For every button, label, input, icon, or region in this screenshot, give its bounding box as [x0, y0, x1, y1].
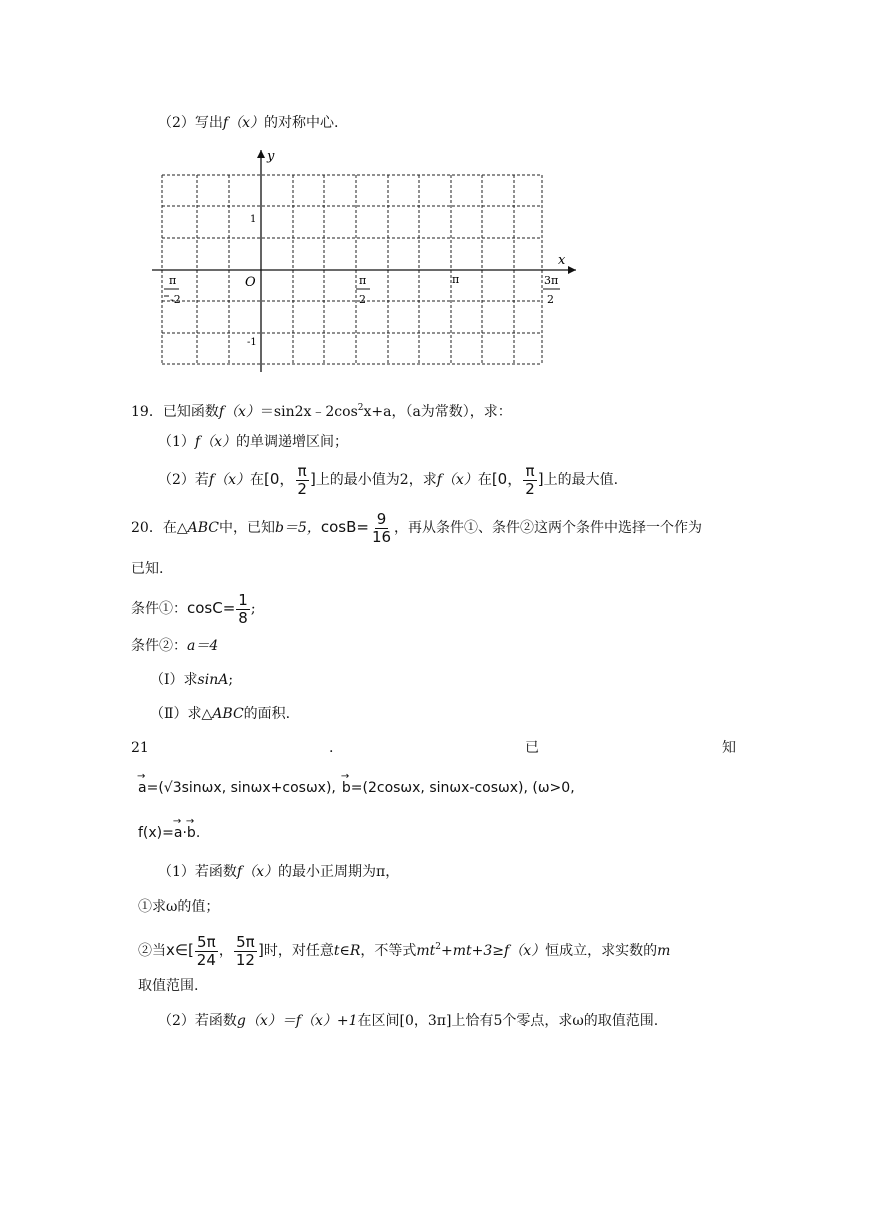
q20-stem: 20．在△ABC中，已知b＝5，cosB= $\frac{9}{16}$ ，再从条件①、条件②这两个条件中选择一个作为 [131, 509, 703, 546]
q20-part2: （Ⅱ）求△ABC的面积. [150, 706, 291, 722]
q19-part1: （1）f（x）的单调递增区间； [158, 434, 348, 450]
q21-sub1: ①求ω的值； [138, 899, 220, 915]
origin-label: O [245, 275, 256, 290]
frac-5pi-12: $\frac{5\pi}{12}$ [235, 932, 255, 969]
q20-stem-cont: 已知. [131, 561, 164, 577]
q21-part1: （1）若函数f（x）的最小正周期为π， [158, 864, 400, 880]
q21-sub2-cont: 取值范围. [138, 978, 199, 994]
tick-1: 1 [250, 214, 257, 225]
tick-3pi2-den: 2 [547, 293, 554, 306]
q21-num: 21 [131, 740, 149, 756]
x-axis-label: x [558, 253, 566, 268]
q21-fx-def: f(x)=→ a·→ b. [138, 823, 200, 843]
q18-part2: （2）写出f（x）的对称中心. [158, 115, 339, 131]
q21-dot: . [329, 740, 334, 756]
frac-5pi-24: $\frac{5\pi}{24}$ [196, 932, 216, 969]
q19-part2: （2）若f（x）在[0， $\frac{\pi}{2}$ ]上的最小值为2，求f（x）在[0， $\frac{\pi}{2}$ ]上的最大值. [158, 461, 619, 498]
y-axis-label: y [267, 149, 275, 164]
q21-sub2: ②当x∈[ $\frac{5\pi}{24}$ ， $\frac{5\pi}{12}$ ]时，对任意t∈R，不等式$mt^2+mt+3\ge f(x)$恒成立，求实数的m [138, 932, 671, 969]
q20-part1: （Ⅰ）求sinA; [150, 672, 234, 688]
tick-pi2-den: 2 [359, 293, 366, 306]
q20-condition1: 条件①：cosC= $\frac{1}{8}$ ; [131, 590, 256, 627]
tick-neg-pi2-den: -2 [170, 293, 181, 306]
q21-part2: （2）若函数g（x）＝f（x）+1在区间[0，3π]上恰有5个零点，求ω的取值范围. [158, 1013, 659, 1029]
coordinate-grid [148, 146, 588, 376]
frac-pi-over-2: $\frac{\pi}{2}$ [297, 461, 307, 498]
tick-pi2-num: π [359, 274, 367, 287]
tick-neg-pi2-num: π [169, 274, 177, 287]
q21-vectors: → a=(√3sinωx, sinωx+cosωx),→ b=(2cosωx, sinωx-cosωx), (ω>0, [138, 778, 575, 798]
tick-pi: π [452, 273, 460, 286]
frac-1-8: $\frac{1}{8}$ [238, 590, 248, 627]
q21-yi: 已 [525, 740, 539, 756]
q21-zhi: 知 [722, 740, 736, 756]
frac-pi-over-2: $\frac{\pi}{2}$ [525, 461, 535, 498]
frac-9-16: $\frac{9}{16}$ [371, 509, 392, 546]
q19-stem: 19．已知函数$f(x)=\sin 2x﹣2\cos^2x+a$，（a为常数），求： [131, 403, 512, 420]
tick-neg1: -1 [247, 337, 257, 348]
tick-3pi2-num: 3π [544, 274, 559, 287]
q20-condition2: 条件②：a＝4 [131, 638, 219, 654]
